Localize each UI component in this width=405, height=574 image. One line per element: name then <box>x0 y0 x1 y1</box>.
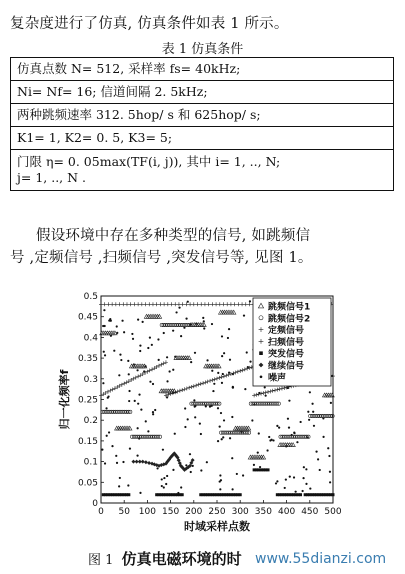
noise-point <box>242 474 244 476</box>
noise-point <box>166 380 168 382</box>
legend-marker <box>259 351 263 355</box>
noise-point <box>190 361 192 363</box>
x-tick-label: 350 <box>254 507 272 517</box>
noise-point <box>145 420 147 422</box>
noise-point <box>307 411 309 413</box>
noise-point <box>166 356 168 358</box>
noise-point <box>285 478 287 480</box>
noise-point <box>244 388 246 390</box>
noise-point <box>249 360 251 362</box>
noise-point <box>328 455 330 457</box>
noise-point <box>157 338 159 340</box>
noise-point <box>119 354 121 356</box>
noise-point <box>272 439 274 441</box>
table-row <box>11 58 394 81</box>
noise-point <box>149 337 151 339</box>
noise-point <box>128 390 130 392</box>
noise-point <box>200 469 202 471</box>
noise-point <box>101 448 103 450</box>
noise-point <box>138 394 140 396</box>
noise-point <box>163 332 165 334</box>
noise-point <box>223 352 225 354</box>
noise-point <box>289 476 291 478</box>
noise-point <box>166 396 168 398</box>
noise-point <box>172 469 174 471</box>
noise-point <box>258 432 260 434</box>
x-tick-label: 50 <box>118 507 130 517</box>
watermark-text: www.55dianzi.com <box>255 551 387 567</box>
burst-point <box>299 493 302 496</box>
noise-point <box>305 483 307 485</box>
noise-point <box>266 449 268 451</box>
noise-point <box>308 419 310 421</box>
noise-point <box>300 421 302 423</box>
noise-point <box>134 400 136 402</box>
noise-point <box>243 314 245 316</box>
noise-point <box>200 433 202 435</box>
noise-point <box>203 320 205 322</box>
spectrum-scatter-chart <box>0 285 405 547</box>
noise-point <box>193 399 195 401</box>
legend-entry: 扫频信号 <box>268 337 305 348</box>
noise-point <box>137 427 139 429</box>
noise-point <box>287 418 289 420</box>
noise-point <box>246 351 248 353</box>
noise-point <box>115 455 117 457</box>
noise-point <box>184 426 186 428</box>
y-tick-label: 0.35 <box>77 354 98 365</box>
noise-point <box>154 409 156 411</box>
noise-point <box>278 427 280 429</box>
x-tick-label: 450 <box>301 507 319 517</box>
noise-point <box>288 427 290 429</box>
noise-point <box>139 492 141 494</box>
paragraph-line-1: 假设环境中存在多种类型的信号, 如跳频信 <box>36 228 311 244</box>
noise-point <box>140 409 142 411</box>
x-tick-label: 400 <box>278 507 296 517</box>
noise-point <box>184 407 186 409</box>
noise-point <box>217 440 219 442</box>
y-axis-label: 归一化频率f <box>58 369 71 430</box>
noise-point <box>175 311 177 313</box>
noise-point <box>319 469 321 471</box>
table-row <box>11 150 394 191</box>
noise-point <box>232 386 234 388</box>
noise-point <box>271 439 273 441</box>
noise-point <box>103 309 105 311</box>
noise-point <box>118 374 120 376</box>
noise-point <box>122 461 124 463</box>
intro-text: 复杂度进行了仿真, 仿真条件如表 1 所示。 <box>10 16 289 32</box>
legend-marker <box>260 375 263 378</box>
noise-point <box>102 325 104 327</box>
noise-point <box>132 338 134 340</box>
noise-point <box>103 351 105 353</box>
y-tick-label: 0.05 <box>77 478 98 489</box>
noise-point <box>303 466 305 468</box>
noise-point <box>129 447 131 449</box>
x-tick-label: 200 <box>185 507 203 517</box>
legend-entry: 跳频信号1 <box>268 302 311 313</box>
burst-point <box>181 493 184 496</box>
x-tick-label: 0 <box>98 507 104 517</box>
noise-point <box>276 425 278 427</box>
burst-point <box>239 493 242 496</box>
noise-point <box>139 345 141 347</box>
noise-point <box>220 412 222 414</box>
noise-point <box>107 397 109 399</box>
noise-point <box>236 473 238 475</box>
noise-point <box>108 431 110 433</box>
y-tick-label: 0.5 <box>83 292 98 302</box>
noise-point <box>102 382 104 384</box>
y-tick-label: 0.25 <box>77 395 98 406</box>
noise-point <box>221 438 223 440</box>
legend-entry: 跳频信号2 <box>268 314 311 325</box>
noise-point <box>275 482 277 484</box>
noise-point <box>158 359 160 361</box>
noise-point <box>203 327 205 329</box>
noise-point <box>166 475 168 477</box>
noise-point <box>131 333 133 335</box>
legend-entry: 噪声 <box>268 373 287 384</box>
noise-point <box>219 488 221 490</box>
legend-entry: 突发信号 <box>268 349 305 360</box>
noise-point <box>116 325 118 327</box>
noise-point <box>228 328 230 330</box>
noise-point <box>163 486 165 488</box>
noise-point <box>268 436 270 438</box>
noise-point <box>212 390 214 392</box>
noise-point <box>178 307 180 309</box>
table-cell: 门限 η= 0. 05max(TF(i, j)), 其中 i= 1, .., N; j= 1, .., N . <box>11 150 394 191</box>
noise-point <box>161 485 163 487</box>
noise-point <box>276 480 278 482</box>
noise-point <box>147 430 149 432</box>
table-cell: K1= 1, K2= 0. 5, K3= 5; <box>11 127 394 150</box>
noise-point <box>187 301 189 303</box>
noise-point <box>302 490 304 492</box>
noise-point <box>293 432 295 434</box>
noise-point <box>190 471 192 473</box>
noise-point <box>121 320 123 322</box>
x-tick-label: 100 <box>138 507 156 517</box>
y-tick-label: 0.2 <box>83 416 98 427</box>
noise-point <box>137 319 139 321</box>
noise-point <box>162 449 164 451</box>
noise-point <box>194 416 196 418</box>
table-row <box>11 81 394 104</box>
noise-point <box>309 391 311 393</box>
noise-point <box>199 423 201 425</box>
noise-point <box>147 347 149 349</box>
burst-point <box>127 493 130 496</box>
noise-point <box>293 476 295 478</box>
x-axis-label: 时域采样点数 <box>184 520 250 533</box>
noise-point <box>120 359 122 361</box>
noise-point <box>137 403 139 405</box>
table-cell: 两种跳频速率 312. 5hop/ s 和 625hop/ s; <box>11 104 394 127</box>
noise-point <box>302 477 304 479</box>
noise-point <box>113 350 115 352</box>
paragraph-line-2: 号 ,定频信号 ,扫频信号 ,突发信号等, 见图 1。 <box>10 250 313 266</box>
noise-point <box>211 370 213 372</box>
noise-point <box>231 416 233 418</box>
noise-point <box>149 381 151 383</box>
noise-point <box>219 480 221 482</box>
noise-point <box>327 447 329 449</box>
noise-point <box>169 370 171 372</box>
noise-point <box>185 318 187 320</box>
noise-point <box>317 458 319 460</box>
noise-point <box>142 321 144 323</box>
noise-point <box>152 383 154 385</box>
noise-point <box>128 400 130 402</box>
noise-point <box>264 386 266 388</box>
noise-point <box>211 323 213 325</box>
noise-point <box>322 436 324 438</box>
noise-point <box>106 435 108 437</box>
noise-point <box>123 331 125 333</box>
noise-point <box>221 382 223 384</box>
legend-entry: 定频信号 <box>268 326 305 337</box>
noise-point <box>329 471 331 473</box>
noise-point <box>161 478 163 480</box>
figure-caption: 图 1 仿真电磁环境的时 <box>88 550 242 568</box>
noise-point <box>315 451 317 453</box>
noise-point <box>223 419 225 421</box>
noise-point <box>136 369 138 371</box>
noise-point <box>257 452 259 454</box>
noise-point <box>313 425 315 427</box>
noise-point <box>305 468 307 470</box>
burst-point <box>332 493 335 496</box>
noise-point <box>253 464 255 466</box>
noise-point <box>249 300 251 302</box>
noise-point <box>202 317 204 319</box>
noise-point <box>110 320 112 322</box>
y-tick-label: 0.3 <box>83 374 98 385</box>
y-tick-label: 0.4 <box>83 333 98 344</box>
y-tick-label: 0.1 <box>83 457 98 468</box>
noise-point <box>222 436 224 438</box>
simulation-conditions-table <box>10 57 394 191</box>
noise-point <box>231 457 233 459</box>
y-tick-label: 0.45 <box>77 312 98 323</box>
noise-point <box>219 474 221 476</box>
noise-point <box>151 344 153 346</box>
noise-point <box>217 407 219 409</box>
noise-point <box>152 411 154 413</box>
noise-point <box>265 395 267 397</box>
noise-point <box>180 486 182 488</box>
noise-point <box>194 352 196 354</box>
noise-point <box>104 462 106 464</box>
noise-point <box>221 335 223 337</box>
noise-point <box>185 464 187 466</box>
noise-point <box>295 491 297 493</box>
table-cell: Ni= Nf= 16; 信道间隔 2. 5kHz; <box>11 81 394 104</box>
noise-point <box>284 487 286 489</box>
x-tick-label: 150 <box>162 507 180 517</box>
noise-point <box>221 355 223 357</box>
noise-point <box>229 437 231 439</box>
noise-point <box>312 411 314 413</box>
table-cell: 仿真点数 N= 512, 采样率 fs= 40kHz; <box>11 58 394 81</box>
noise-point <box>329 481 331 483</box>
y-tick-label: 0.15 <box>77 436 98 447</box>
noise-point <box>128 373 130 375</box>
table-caption: 表 1 仿真条件 <box>161 42 244 57</box>
noise-point <box>330 402 332 404</box>
noise-point <box>165 483 167 485</box>
noise-point <box>136 455 138 457</box>
noise-point <box>104 354 106 356</box>
noise-point <box>172 369 174 371</box>
noise-point <box>231 488 233 490</box>
noise-point <box>180 335 182 337</box>
noise-point <box>139 350 141 352</box>
table-row <box>11 127 394 150</box>
noise-point <box>227 337 229 339</box>
noise-point <box>119 477 121 479</box>
noise-point <box>187 418 189 420</box>
noise-point <box>217 372 219 374</box>
x-tick-label: 500 <box>324 507 342 517</box>
noise-point <box>174 433 176 435</box>
y-tick-label: 0 <box>92 499 98 509</box>
noise-point <box>156 467 158 469</box>
table-row <box>11 104 394 127</box>
noise-point <box>163 477 165 479</box>
noise-point <box>229 359 231 361</box>
noise-point <box>206 359 208 361</box>
noise-point <box>259 466 261 468</box>
burst-point <box>267 468 270 471</box>
noise-point <box>206 461 208 463</box>
noise-point <box>127 360 129 362</box>
noise-point <box>213 383 215 385</box>
noise-point <box>189 453 191 455</box>
noise-point <box>311 403 313 405</box>
noise-point <box>152 413 154 415</box>
noise-point <box>127 484 129 486</box>
noise-point <box>219 426 221 428</box>
noise-point <box>309 487 311 489</box>
x-tick-label: 250 <box>208 507 226 517</box>
noise-point <box>296 441 298 443</box>
noise-point <box>118 485 120 487</box>
noise-point <box>111 445 113 447</box>
noise-point <box>116 462 118 464</box>
legend-entry: 继续信号 <box>268 361 305 372</box>
noise-point <box>251 419 253 421</box>
noise-point <box>222 373 224 375</box>
x-tick-label: 300 <box>231 507 249 517</box>
noise-point <box>288 400 290 402</box>
noise-point <box>172 330 174 332</box>
noise-point <box>105 407 107 409</box>
